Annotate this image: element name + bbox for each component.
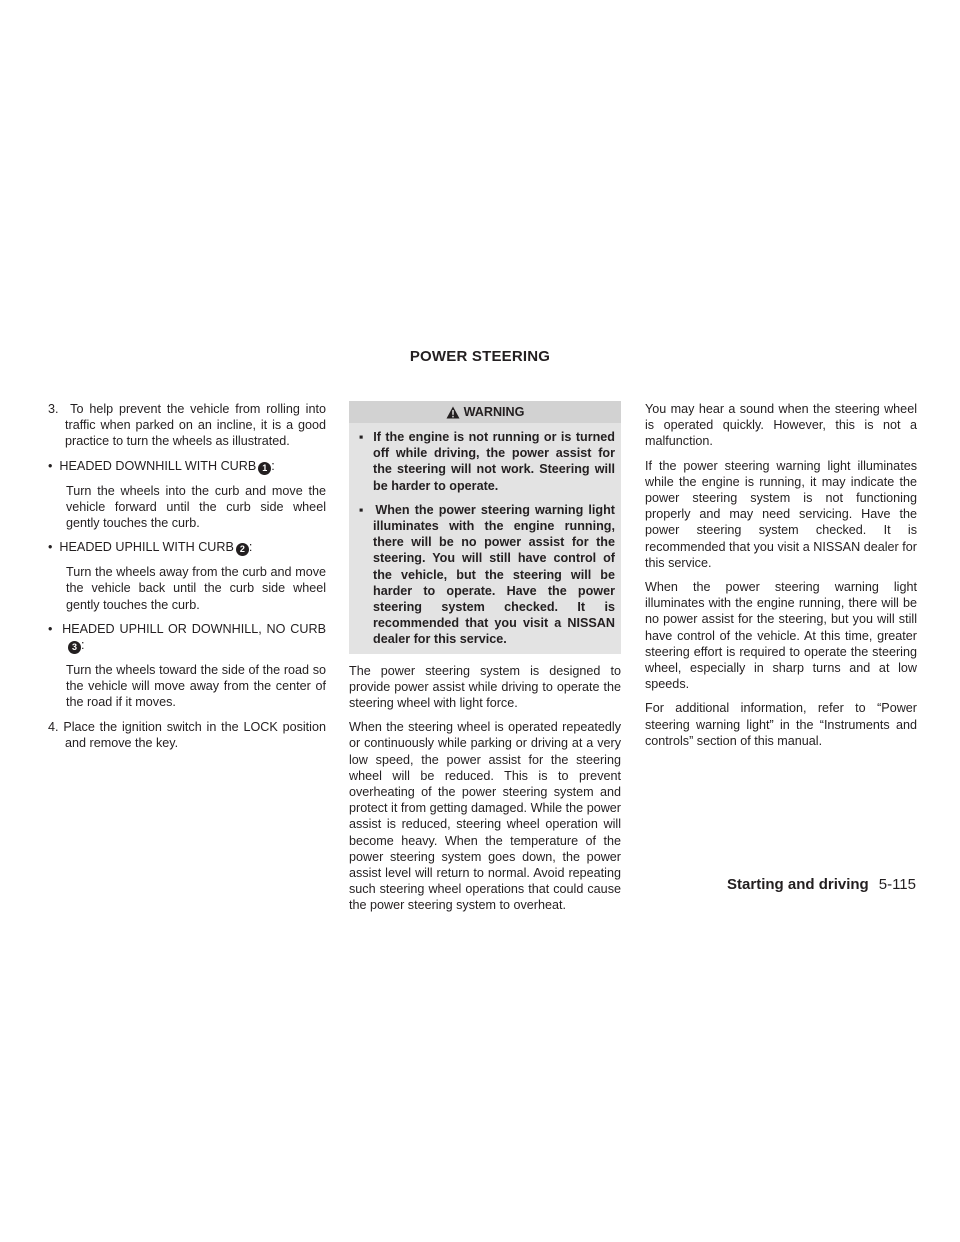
page-number: 5-115 (878, 876, 916, 893)
power-steering-intro: The power steering system is designed to provide power assist while driving to operate the steering wheel with light force. (349, 663, 621, 711)
warning-box (349, 401, 621, 654)
column-2 (349, 401, 621, 922)
uphill-instructions: Turn the wheels away from the curb and move the vehicle back until the curb side wheel gently touches the curb. (66, 565, 326, 612)
sound-note: You may hear a sound when the steering wheel is operated quickly. However, this is not a malfunction. (645, 402, 917, 449)
column-3 (645, 401, 917, 757)
nocurb-instructions: Turn the wheels toward the side of the road so the vehicle will move away from the center of the road if it moves. (66, 663, 326, 710)
warning-light-note: If the power steering warning light illuminates while the engine is running, it may indicate the power steering system is not functioning properly and may need servicing. Have the power steering system checked. It is recommended that you visit a NISSAN dealer for this service. (645, 458, 917, 570)
warning-item: ▪ If the engine is not running or is turned off while driving, the power assist for the steering will not work. Steering will be harder to operate. (359, 430, 615, 493)
callout-marker-2: 2 (236, 543, 249, 556)
warning-item-text: If the engine is not running or is turned off while driving, the power assist for the steering will not work. Steering will be harder to operate. (373, 430, 615, 493)
bullet-no-curb: • HEADED UPHILL OR DOWNHILL, NO CURB3 : (48, 621, 326, 653)
no-power-assist-note: When the power steering warning light illuminates with the engine running, there will be no power assist for the steering, but you will still have control of the vehicle. At this time, greater steering effort is required to operate the steering wheel, especially in sharp turns and at low speeds. (645, 580, 917, 692)
warning-title: WARNING (463, 404, 525, 419)
downhill-instructions: Turn the wheels into the curb and move the vehicle forward until the curb side wheel gently touches the curb. (66, 483, 326, 531)
warning-triangle-icon (446, 406, 460, 419)
step-4: 4. Place the ignition switch in the LOCK position and remove the key. (48, 719, 326, 750)
column-1 (48, 401, 326, 759)
callout-marker-3: 3 (68, 641, 81, 654)
bullet-downhill-curb: • HEADED DOWNHILL WITH CURB 1 : (48, 458, 275, 473)
step-3: 3. To help prevent the vehicle from rolling into traffic when parked on an incline, it is a good practice to turn the wheels as illustrated. (48, 402, 326, 449)
bullet-uphill-curb: • HEADED UPHILL WITH CURB 2 : (48, 540, 253, 555)
page-footer (727, 876, 916, 893)
callout-marker-1: 1 (258, 462, 271, 475)
nocurb-label: HEADED UPHILL OR DOWNHILL, NO CURB (62, 621, 326, 636)
warning-body (349, 423, 621, 654)
warning-header (349, 401, 621, 423)
power-steering-reduced-assist: When the steering wheel is operated repeatedly or continuously while parking or driving at a very low speed, the power assist for the steering wheel will be reduced. This is to prevent overheating of the power steering system and protect it from getting damaged. While the power assist is reduced, steering wheel operation will become heavy. When the temperature of the power steering system goes down, the power assist level will return to normal. Avoid repeating such steering wheel operations that could cause the power steering system to overheat. (349, 720, 621, 913)
warning-item-text: When the power steering warning light illuminates with the engine running, there will be no power assist for the steering. You will still have control of the vehicle, but the steering will be harder to operate. Have the power steering system checked. It is recommended that you visit a NISSAN dealer for this service. (373, 502, 615, 647)
section-title: POWER STEERING (409, 348, 551, 365)
warning-item: ▪ When the power steering warning light illuminates with the engine running, there will be no power assist for the steering. You will still have control of the vehicle, but the steering will be harder to operate. Have the power steering system checked. It is recommended that you visit a NISSAN dealer for this service. (359, 502, 615, 647)
footer-section-name: Starting and driving (727, 876, 869, 893)
additional-info: For additional information, refer to “Power steering warning light” in the “Instruments and controls” section of this manual. (645, 701, 917, 748)
downhill-label: HEADED DOWNHILL WITH CURB (59, 458, 257, 473)
uphill-label: HEADED UPHILL WITH CURB (59, 540, 234, 555)
